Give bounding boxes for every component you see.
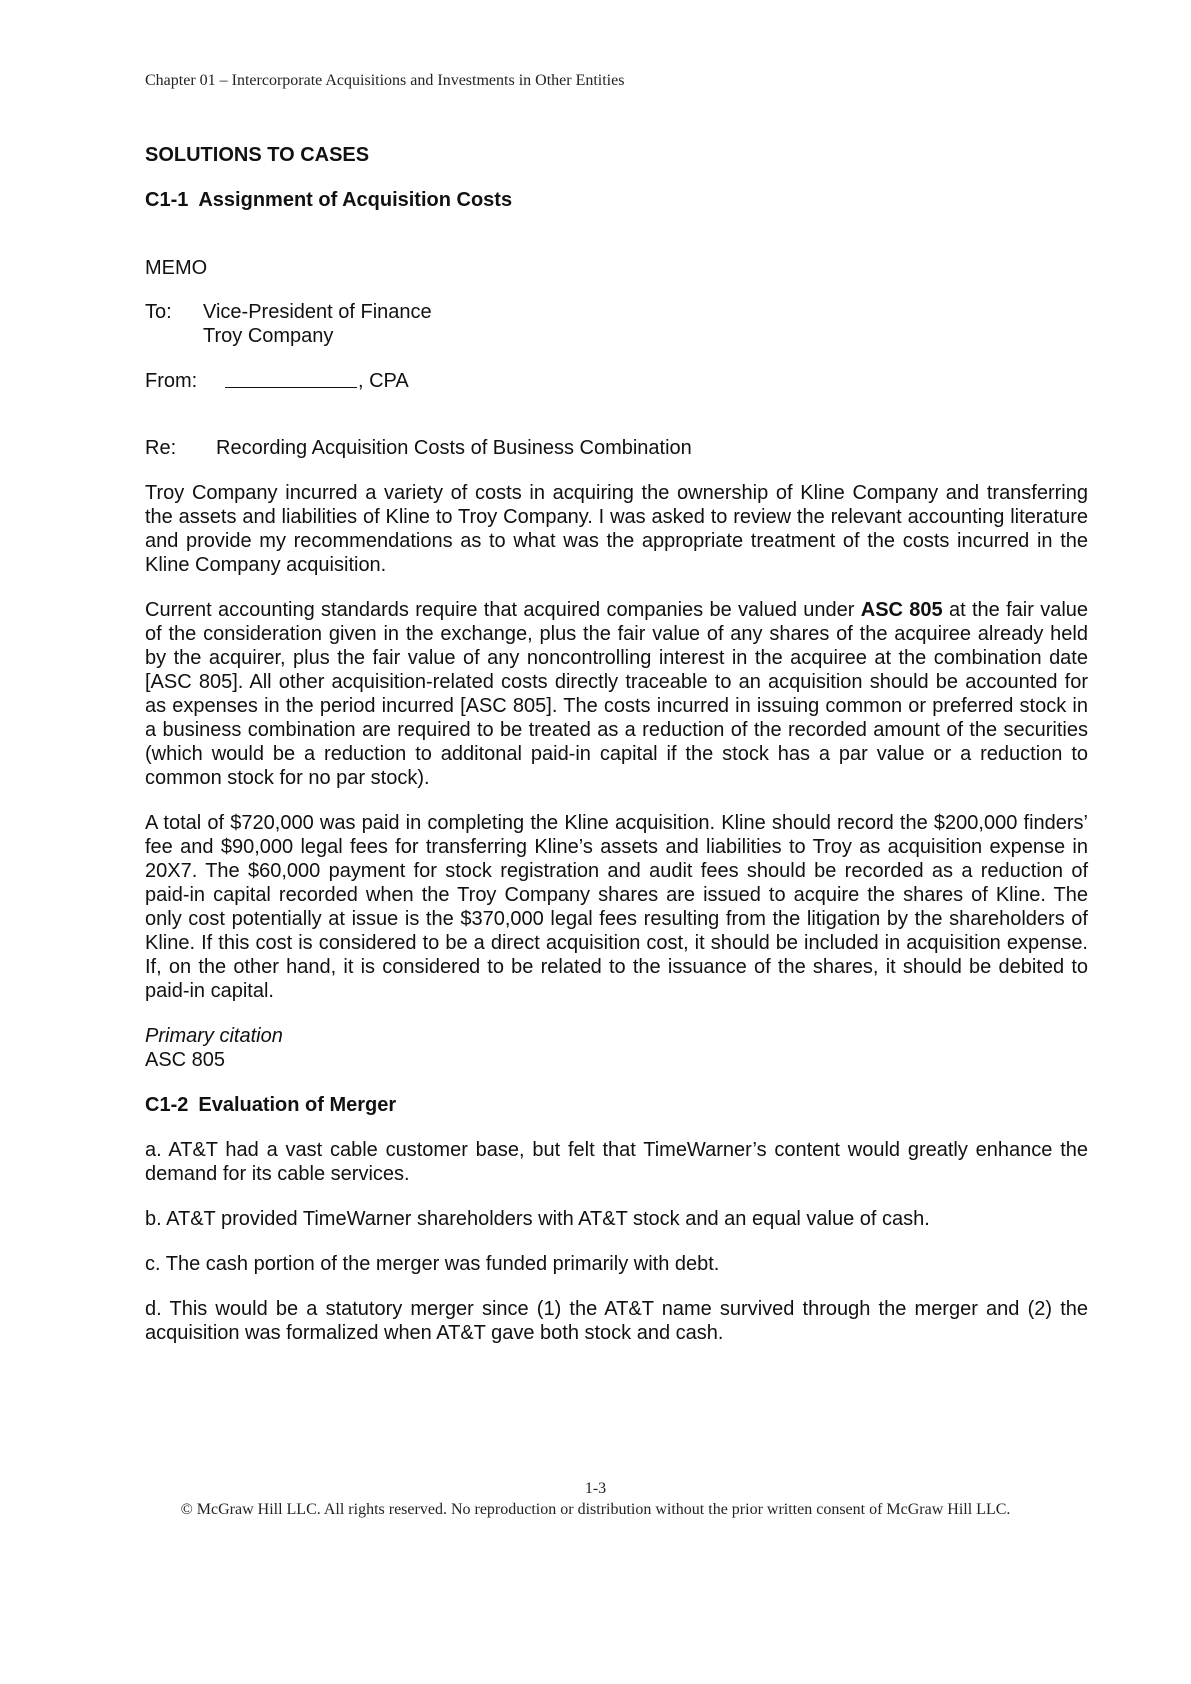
running-header: Chapter 01 – Intercorporate Acquisitions and Investments in Other Entities [145, 72, 625, 89]
section-title: SOLUTIONS TO CASES [145, 144, 370, 166]
copyright-notice: © McGraw Hill LLC. All rights reserved. No reproduction or distribution without the prior written consent of McGraw Hill LLC. [180, 1501, 1011, 1518]
asc-805-emphasis: ASC 805 [860, 599, 943, 621]
paragraph-2-lead: Current accounting standards require that acquired companies be valued under [145, 599, 861, 621]
paragraph-2-rest: at the fair value of the consideration given in the exchange, plus the fair value of any shares of the acquiree already held by the acquirer, plus the fair value of any noncontrolling interest in the acquiree at the combination date [ASC 805]. All other acquisition-related costs directly traceable to an acquisition should be accounted for as expenses in the period incurred [ASC 805]. The costs incurred in issuing common or preferred stock in a business combination are required to be treated as a reduction of the recorded amount of the securities (which would be a reduction to additonal paid-in capital if the stock has a par value or a reduction to common stock for no par stock). [145, 599, 1089, 789]
answer-b: b. AT&T provided TimeWarner shareholders with AT&T stock and an equal value of cash. [145, 1208, 930, 1230]
case-c1-2-heading [145, 1093, 1088, 1117]
memo-from-suffix: , CPA [358, 370, 409, 392]
case-title: Evaluation of Merger [198, 1094, 397, 1116]
citation-value: ASC 805 [145, 1049, 226, 1071]
primary-citation-block [145, 1024, 1088, 1072]
memo-re-text: Recording Acquisition Costs of Business Combination [216, 437, 692, 459]
case-number: C1-2 [145, 1094, 189, 1116]
memo-from-label: From: [145, 370, 198, 392]
memo-to-line1: Vice-President of Finance [203, 301, 432, 323]
answer-d: d. This would be a statutory merger since (1) the AT&T name survived through the merger and (2) the acquisition was formalized when AT&T gave both stock and cash. [145, 1298, 1088, 1344]
memo-to-block [145, 300, 1088, 348]
memo-to-line2: Troy Company [203, 325, 334, 347]
memo-paragraph-2 [145, 598, 1088, 790]
page-content [145, 143, 1088, 1345]
case-c1-1-heading [145, 188, 1088, 212]
answer-c: c. The cash portion of the merger was funded primarily with debt. [145, 1253, 720, 1275]
memo-to-label: To: [145, 301, 172, 323]
page-number: 1-3 [584, 1480, 607, 1497]
answer-a: a. AT&T had a vast cable customer base, but felt that TimeWarner’s content would greatly enhance the demand for its cable services. [145, 1139, 1088, 1185]
memo-re-line [145, 436, 1088, 460]
memo-label: MEMO [145, 257, 208, 279]
case-number: C1-1 [145, 189, 189, 211]
memo-paragraph-1: Troy Company incurred a variety of costs in acquiring the ownership of Kline Company and transferring the assets and liabilities of Kline to Troy Company. I was asked to review the relevant accounting literature and provide my recommendations as to what was the appropriate treatment of the costs incurred in the Kline Company acquisition. [145, 482, 1088, 576]
case-title: Assignment of Acquisition Costs [198, 189, 513, 211]
signature-blank-line [225, 369, 357, 388]
citation-label: Primary citation [145, 1025, 283, 1047]
memo-paragraph-3: A total of $720,000 was paid in completing the Kline acquisition. Kline should record the $200,000 finders’ fee and $90,000 legal fees for transferring Kline’s assets and liabilities to Troy as acquisition expense in 20X7. The $60,000 payment for stock registration and audit fees should be recorded as a reduction of paid-in capital recorded when the Troy Company shares are issued to acquire the shares of Kline. The only cost potentially at issue is the $370,000 legal fees resulting from the litigation by the shareholders of Kline. If this cost is considered to be a direct acquisition cost, it should be included in acquisition expense. If, on the other hand, it is considered to be related to the issuance of the shares, it should be debited to paid-in capital. [145, 812, 1088, 1002]
memo-from-line [145, 369, 1088, 393]
memo-re-label: Re: [145, 437, 177, 459]
